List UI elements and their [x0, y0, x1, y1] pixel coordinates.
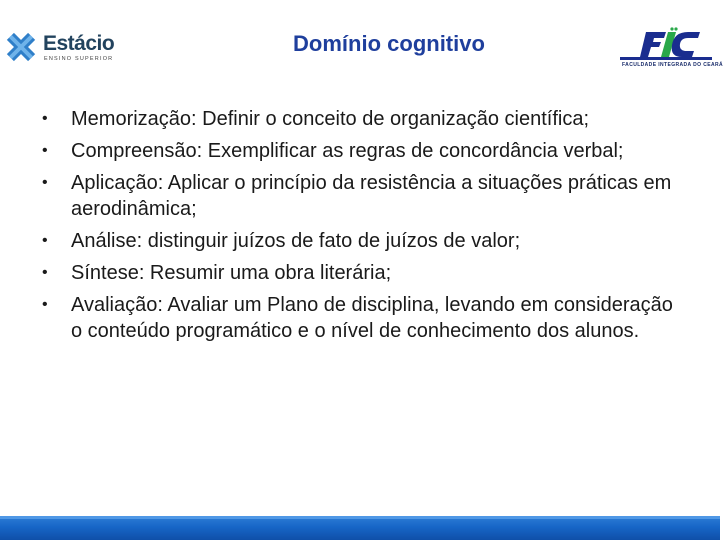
list-item-text: Avaliação: Avaliar um Plano de disciplina, levando em consideração o conteúdo programático e o nível de conhecimento dos alunos. [71, 294, 673, 342]
bullet-icon: • [42, 232, 48, 249]
bullet-icon: • [42, 174, 48, 191]
bullet-icon: • [42, 110, 48, 127]
bullet-icon: • [42, 296, 48, 313]
bullet-icon: • [42, 264, 48, 281]
list-item-text: Compreensão: Exemplificar as regras de concordância verbal; [71, 140, 624, 162]
bullet-list [42, 106, 682, 350]
list-item [42, 138, 682, 164]
bullet-icon: • [42, 142, 48, 159]
fic-logo [616, 26, 723, 72]
list-item-text: Análise: distinguir juízos de fato de juízos de valor; [71, 230, 521, 252]
list-item [42, 260, 682, 286]
footer-bar [0, 516, 720, 540]
list-item [42, 170, 682, 222]
estacio-logo-text: Estácio [43, 32, 115, 55]
slide-title: Domínio cognitivo [293, 31, 485, 56]
fic-logo-tagline: FACULDADE INTEGRADA DO CEARÁ [622, 62, 723, 68]
list-item [42, 292, 682, 344]
list-item-text: Aplicação: Aplicar o princípio da resistência a situações práticas em aerodinâmica; [71, 172, 672, 220]
estacio-logo-tagline: ENSINO SUPERIOR [44, 56, 114, 62]
fic-logo-icon [616, 26, 716, 62]
list-item-text: Síntese: Resumir uma obra literária; [71, 262, 392, 284]
list-item-text: Memorização: Definir o conceito de organização científica; [71, 108, 590, 130]
list-item [42, 228, 682, 254]
list-item [42, 106, 682, 132]
